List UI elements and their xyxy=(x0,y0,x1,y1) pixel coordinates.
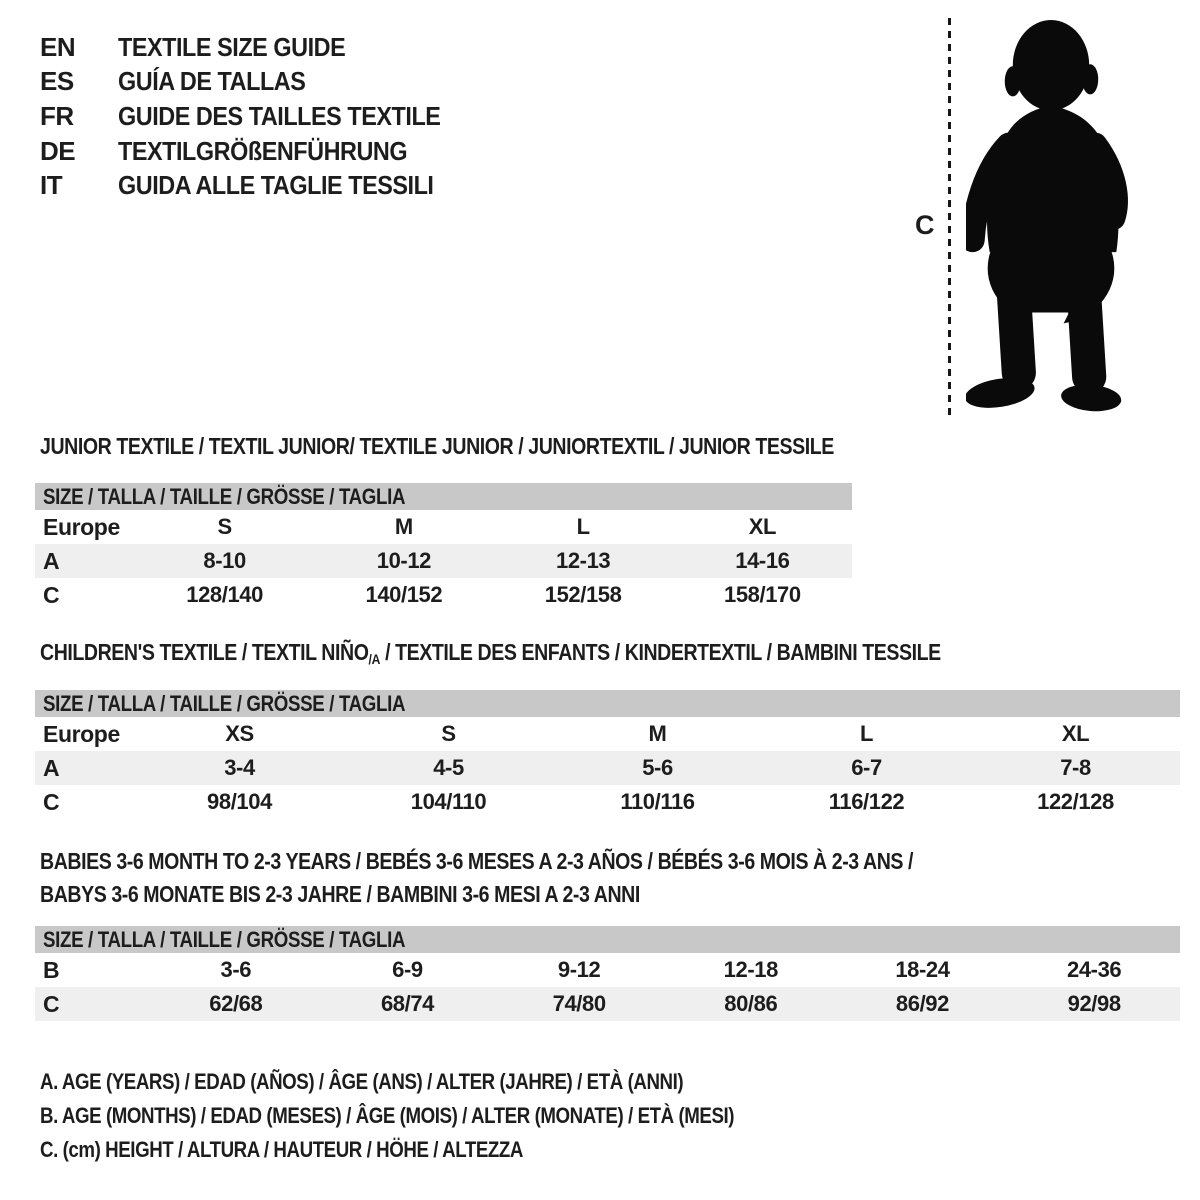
size-cell: 104/110 xyxy=(410,789,487,814)
legend-text: C. (cm) HEIGHT / ALTURA / HAUTEUR / HÖHE / ALTEZZA xyxy=(40,1137,523,1162)
size-cell: 140/152 xyxy=(365,582,443,607)
language-title: GUIDA ALLE TAGLIE TESSILI xyxy=(118,170,434,201)
size-cell: 14-16 xyxy=(673,544,852,578)
size-cell: XL xyxy=(748,514,777,539)
table-header-row xyxy=(35,926,1180,953)
table-row-age xyxy=(35,751,1180,785)
row-label: C xyxy=(43,788,60,815)
language-row-en xyxy=(40,30,476,65)
size-cell: 6-7 xyxy=(762,751,971,785)
language-code: EN xyxy=(40,31,76,62)
row-label: Europe xyxy=(43,720,120,747)
size-cell: L xyxy=(859,721,874,746)
size-cell: 8-10 xyxy=(135,544,314,578)
language-code: IT xyxy=(40,170,63,201)
language-title: GUÍA DE TALLAS xyxy=(118,66,306,97)
language-code: ES xyxy=(40,66,74,97)
junior-size-table xyxy=(35,483,852,612)
language-title: GUIDE DES TAILLES TEXTILE xyxy=(118,100,441,131)
title-text xyxy=(40,640,941,672)
size-header xyxy=(35,483,852,510)
table-row-age xyxy=(35,544,852,578)
language-row-es xyxy=(40,65,476,100)
height-measure-label: C xyxy=(915,210,934,240)
size-cell: 128/140 xyxy=(186,582,263,607)
size-header xyxy=(35,690,1180,717)
language-row-de xyxy=(40,134,476,169)
size-cell: 12-13 xyxy=(494,544,673,578)
size-cell: 9-12 xyxy=(557,957,601,982)
row-label: Europe xyxy=(43,513,120,540)
size-cell: 68/74 xyxy=(322,987,494,1021)
size-cell: 7-8 xyxy=(971,751,1180,785)
size-cell: 18-24 xyxy=(895,957,950,982)
size-cell: 152/158 xyxy=(544,582,622,607)
row-label: C xyxy=(35,987,150,1021)
language-code: DE xyxy=(40,135,76,166)
children-size-table xyxy=(35,690,1180,819)
size-cell: M xyxy=(394,514,413,539)
size-cell: M xyxy=(648,721,667,746)
size-cell: 3-6 xyxy=(220,957,252,982)
table-row-europe xyxy=(35,717,1180,751)
title-text: JUNIOR TEXTILE / TEXTIL JUNIOR/ TEXTILE JUNIOR / JUNIORTEXTIL / JUNIOR TESSILE xyxy=(40,433,834,459)
babies-section-title-line2 xyxy=(40,882,746,906)
row-label: A xyxy=(35,751,135,785)
title-prefix: CHILDREN'S TEXTILE / TEXTIL NIÑO xyxy=(40,639,369,665)
table-row-height xyxy=(35,785,1180,819)
table-row-europe xyxy=(35,510,852,544)
row-label: B xyxy=(43,956,60,983)
size-cell: XL xyxy=(1061,721,1090,746)
row-label: A xyxy=(35,544,135,578)
size-cell: 5-6 xyxy=(553,751,762,785)
language-code: FR xyxy=(40,100,74,131)
size-header xyxy=(35,926,1180,953)
size-cell: 74/80 xyxy=(493,987,665,1021)
size-cell: 4-5 xyxy=(344,751,553,785)
language-title: TEXTILGRÖßENFÜHRUNG xyxy=(118,135,408,166)
babies-section-title-line1 xyxy=(40,849,1067,873)
language-title: TEXTILE SIZE GUIDE xyxy=(118,31,346,62)
babies-size-table xyxy=(35,926,1180,1021)
title-text: BABYS 3-6 MONATE BIS 2-3 JAHRE / BAMBINI 3-6 MESI A 2-3 ANNI xyxy=(40,881,640,907)
junior-section-title xyxy=(40,434,974,458)
size-cell: 92/98 xyxy=(1008,987,1180,1021)
size-cell: 24-36 xyxy=(1067,957,1122,982)
size-cell: 3-4 xyxy=(135,751,344,785)
language-row-fr xyxy=(40,99,476,134)
size-cell: S xyxy=(217,514,232,539)
size-cell: S xyxy=(441,721,456,746)
title-text: BABIES 3-6 MONTH TO 2-3 YEARS / BEBÉS 3-6 MESES A 2-3 AÑOS / BÉBÉS 3-6 MOIS À 2-3 ANS / xyxy=(40,848,914,874)
table-row-months xyxy=(35,953,1180,987)
height-measure-line xyxy=(948,18,951,416)
title-suffix: / TEXTILE DES ENFANTS / KINDERTEXTIL / BAMBINI TESSILE xyxy=(380,639,941,665)
row-label: C xyxy=(43,581,60,608)
language-list xyxy=(40,30,476,203)
legend-line-age-months xyxy=(40,1105,857,1139)
table-row-height xyxy=(35,987,1180,1021)
size-cell: 98/104 xyxy=(207,789,272,814)
table-row-height xyxy=(35,578,852,612)
title-subscript: /A xyxy=(368,651,381,668)
size-cell: 10-12 xyxy=(314,544,493,578)
size-header-text: SIZE / TALLA / TAILLE / GRÖSSE / TAGLIA xyxy=(43,926,406,952)
children-section-title xyxy=(40,639,1100,668)
size-cell: 158/170 xyxy=(724,582,801,607)
size-cell: 116/122 xyxy=(828,789,905,814)
language-row-it xyxy=(40,168,476,203)
legend-text: A. AGE (YEARS) / EDAD (AÑOS) / ÂGE (ANS) / ALTER (JAHRE) / ETÀ (ANNI) xyxy=(40,1069,684,1094)
size-cell: XS xyxy=(225,721,254,746)
size-cell: 110/116 xyxy=(620,789,695,814)
size-cell: 6-9 xyxy=(392,957,423,982)
legend-line-age-years xyxy=(40,1071,857,1105)
size-cell: 122/128 xyxy=(1037,789,1114,814)
size-cell: L xyxy=(576,514,590,539)
size-cell: 86/92 xyxy=(837,987,1009,1021)
table-header-row xyxy=(35,690,1180,717)
size-header-text: SIZE / TALLA / TAILLE / GRÖSSE / TAGLIA xyxy=(43,483,406,509)
size-cell: 80/86 xyxy=(665,987,837,1021)
size-header-text: SIZE / TALLA / TAILLE / GRÖSSE / TAGLIA xyxy=(43,690,406,716)
legend-text: B. AGE (MONTHS) / EDAD (MESES) / ÂGE (MOIS) / ALTER (MONATE) / ETÀ (MESI) xyxy=(40,1103,735,1128)
legend xyxy=(40,1071,857,1173)
toddler-silhouette-icon xyxy=(966,19,1140,413)
legend-line-height-cm xyxy=(40,1139,857,1173)
table-header-row xyxy=(35,483,852,510)
size-cell: 12-18 xyxy=(723,957,778,982)
size-cell: 62/68 xyxy=(150,987,322,1021)
